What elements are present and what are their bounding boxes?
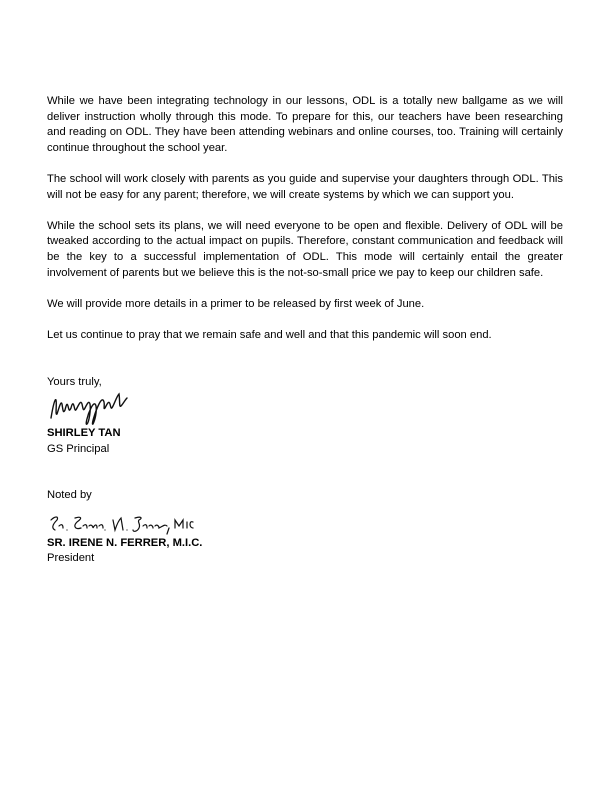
handwritten-signature-icon [47,512,207,536]
letter-body [47,94,563,567]
signer-name-principal: SHIRLEY TAN [47,427,121,440]
signer-name-president: SR. IRENE N. FERRER, M.I.C. [47,536,203,549]
paragraph-prayer: Let us continue to pray that we remain safe and well and that this pandemic will soon end. [47,328,492,341]
paragraph-primer: We will provide more details in a primer to be released by first week of June. [47,297,425,310]
noted-by-label: Noted by [47,489,92,502]
signer-title-president: President [47,552,95,565]
handwritten-signature-icon [47,390,207,426]
paragraph-flexibility: While the school sets its plans, we will need everyone to be open and flexible. Delivery of ODL will be tweaked according to the actual impact on pupils. Therefore, constant communication and feedback will be the key to a successful implementation of ODL. This mode will certainly entail the greater involvement of parents but we believe this is the not-so-small price we pay to keep our children safe. [47,219,563,279]
signature-block-president [47,512,563,567]
signature-block-principal [47,390,563,457]
signer-title-principal: GS Principal [47,442,110,455]
paragraph-parent-support: The school will work closely with parents as you guide and supervise your daughters through ODL. This will not be easy for any parent; therefore, we will create systems by which we can support you. [47,172,563,201]
closing-salutation: Yours truly, [47,375,102,388]
paragraph-technology-odl: While we have been integrating technology in our lessons, ODL is a totally new ballgame as we will deliver instruction wholly through this mode. To prepare for this, our teachers have been researching and reading on ODL. They have been attending webinars and online courses, too. Training will certainly continue throughout the school year. [47,95,563,154]
